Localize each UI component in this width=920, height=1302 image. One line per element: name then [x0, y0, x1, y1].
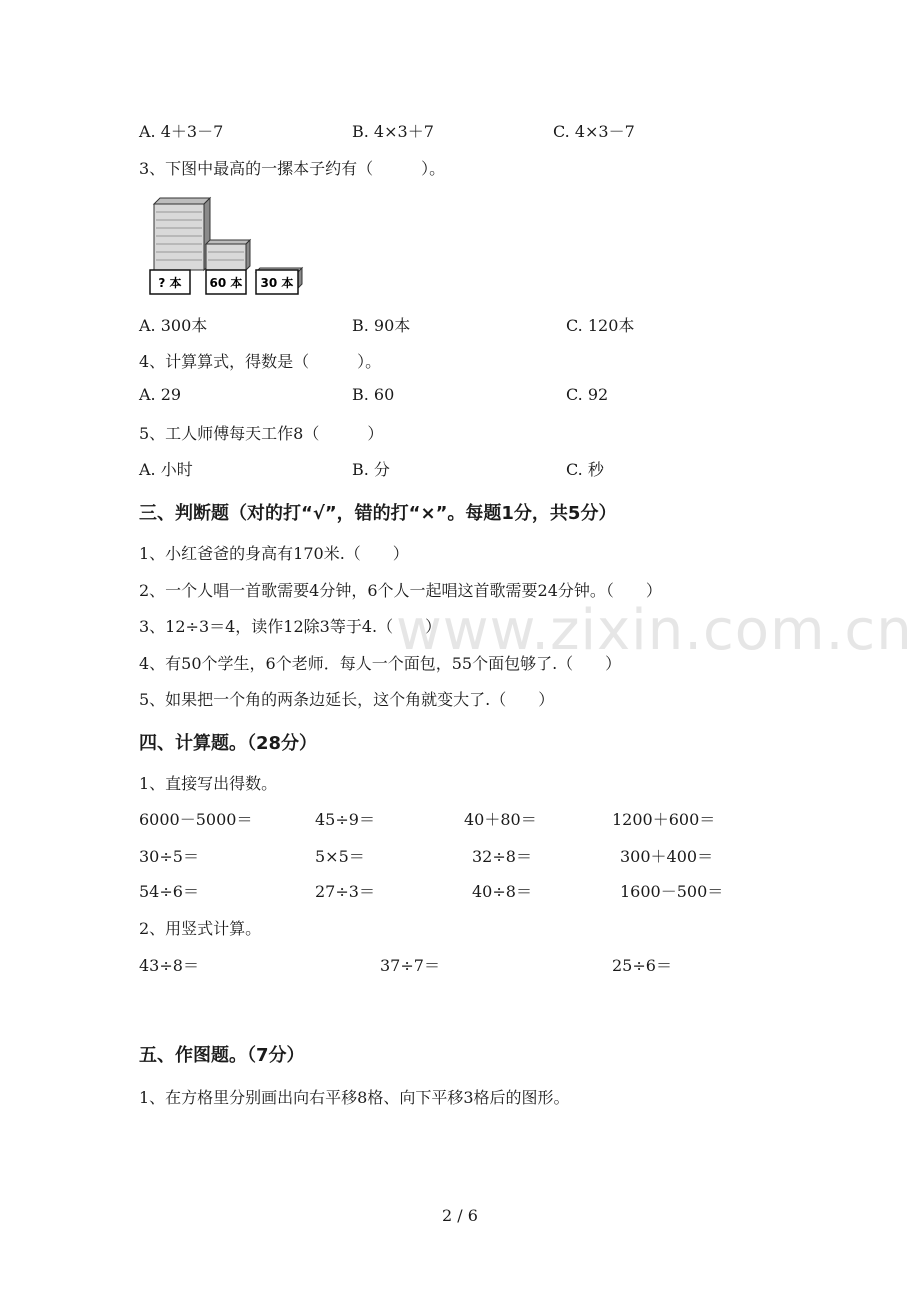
q2-option-b: B. 4×3＋7 [352, 122, 434, 141]
q2-option-c: C. 4×3－7 [553, 122, 635, 141]
judge-item-4: 4、有50个学生，6个老师．每人一个面包，55个面包够了.（ ） [139, 654, 622, 673]
section4-heading: 四、计算题。（28分） [139, 733, 318, 754]
vertical-calc: 25÷6＝ [612, 956, 672, 975]
q4-option-a: A. 29 [139, 385, 182, 404]
judge-item-2: 2、一个人唱一首歌需要4分钟，6个人一起唱这首歌需要24分钟。（ ） [139, 581, 662, 600]
calc-cell: 5×5＝ [315, 847, 365, 866]
calc-cell: 45÷9＝ [315, 810, 375, 829]
middle-stack [206, 240, 250, 270]
calc-cell: 300＋400＝ [620, 847, 714, 866]
calc-cell: 1200＋600＝ [612, 810, 716, 829]
page-number: 2 / 6 [442, 1206, 478, 1225]
q4-option-b: B. 60 [352, 385, 395, 404]
q5-option-c: C. 秒 [566, 460, 604, 479]
q3-question: 3、下图中最高的一摞本子约有（ ）。 [139, 159, 446, 178]
q4-question: 4、计算算式，得数是（ ）。 [139, 352, 382, 371]
q3-option-a: A. 300本 [139, 316, 208, 335]
tall-stack [154, 198, 210, 270]
q3-option-b: B. 90本 [352, 316, 411, 335]
q5-question: 5、工人师傅每天工作8（ ） [139, 424, 384, 443]
watermark: www.zixin.com.cn [396, 598, 913, 663]
calc-cell: 27÷3＝ [315, 882, 375, 901]
vertical-calc: 43÷8＝ [139, 956, 199, 975]
calc-cell: 6000－5000＝ [139, 810, 253, 829]
section3-heading: 三、判断题（对的打“√”，错的打“×”。每题1分，共5分） [139, 503, 617, 524]
q5-option-b: B. 分 [352, 460, 390, 479]
judge-item-5: 5、如果把一个角的两条边延长，这个角就变大了.（ ） [139, 690, 555, 709]
stack-label-30: 30 本 [260, 276, 294, 290]
calc-cell: 40＋80＝ [464, 810, 537, 829]
q3-option-c: C. 120本 [566, 316, 635, 335]
q4-option-c: C. 92 [566, 385, 609, 404]
book-stacks-figure [146, 192, 308, 300]
vertical-calc: 37÷7＝ [380, 956, 440, 975]
calc-sub2: 2、用竖式计算。 [139, 919, 262, 938]
calc-cell: 30÷5＝ [139, 847, 199, 866]
stack-label-60: 60 本 [209, 276, 243, 290]
stack-label-unknown: ? 本 [158, 276, 182, 290]
calc-cell: 40÷8＝ [472, 882, 532, 901]
calc-cell: 1600－500＝ [620, 882, 724, 901]
calc-cell: 32÷8＝ [472, 847, 532, 866]
judge-item-3: 3、12÷3＝4，读作12除3等于4.（ ） [139, 617, 442, 636]
q5-option-a: A. 小时 [139, 460, 193, 479]
judge-item-1: 1、小红爸爸的身高有170米.（ ） [139, 544, 409, 563]
drawing-item-1: 1、在方格里分别画出向右平移8格、向下平移3格后的图形。 [139, 1088, 570, 1107]
calc-sub1: 1、直接写出得数。 [139, 774, 278, 793]
q2-option-a: A. 4＋3－7 [139, 122, 224, 141]
calc-cell: 54÷6＝ [139, 882, 199, 901]
section5-heading: 五、作图题。（7分） [139, 1045, 305, 1066]
